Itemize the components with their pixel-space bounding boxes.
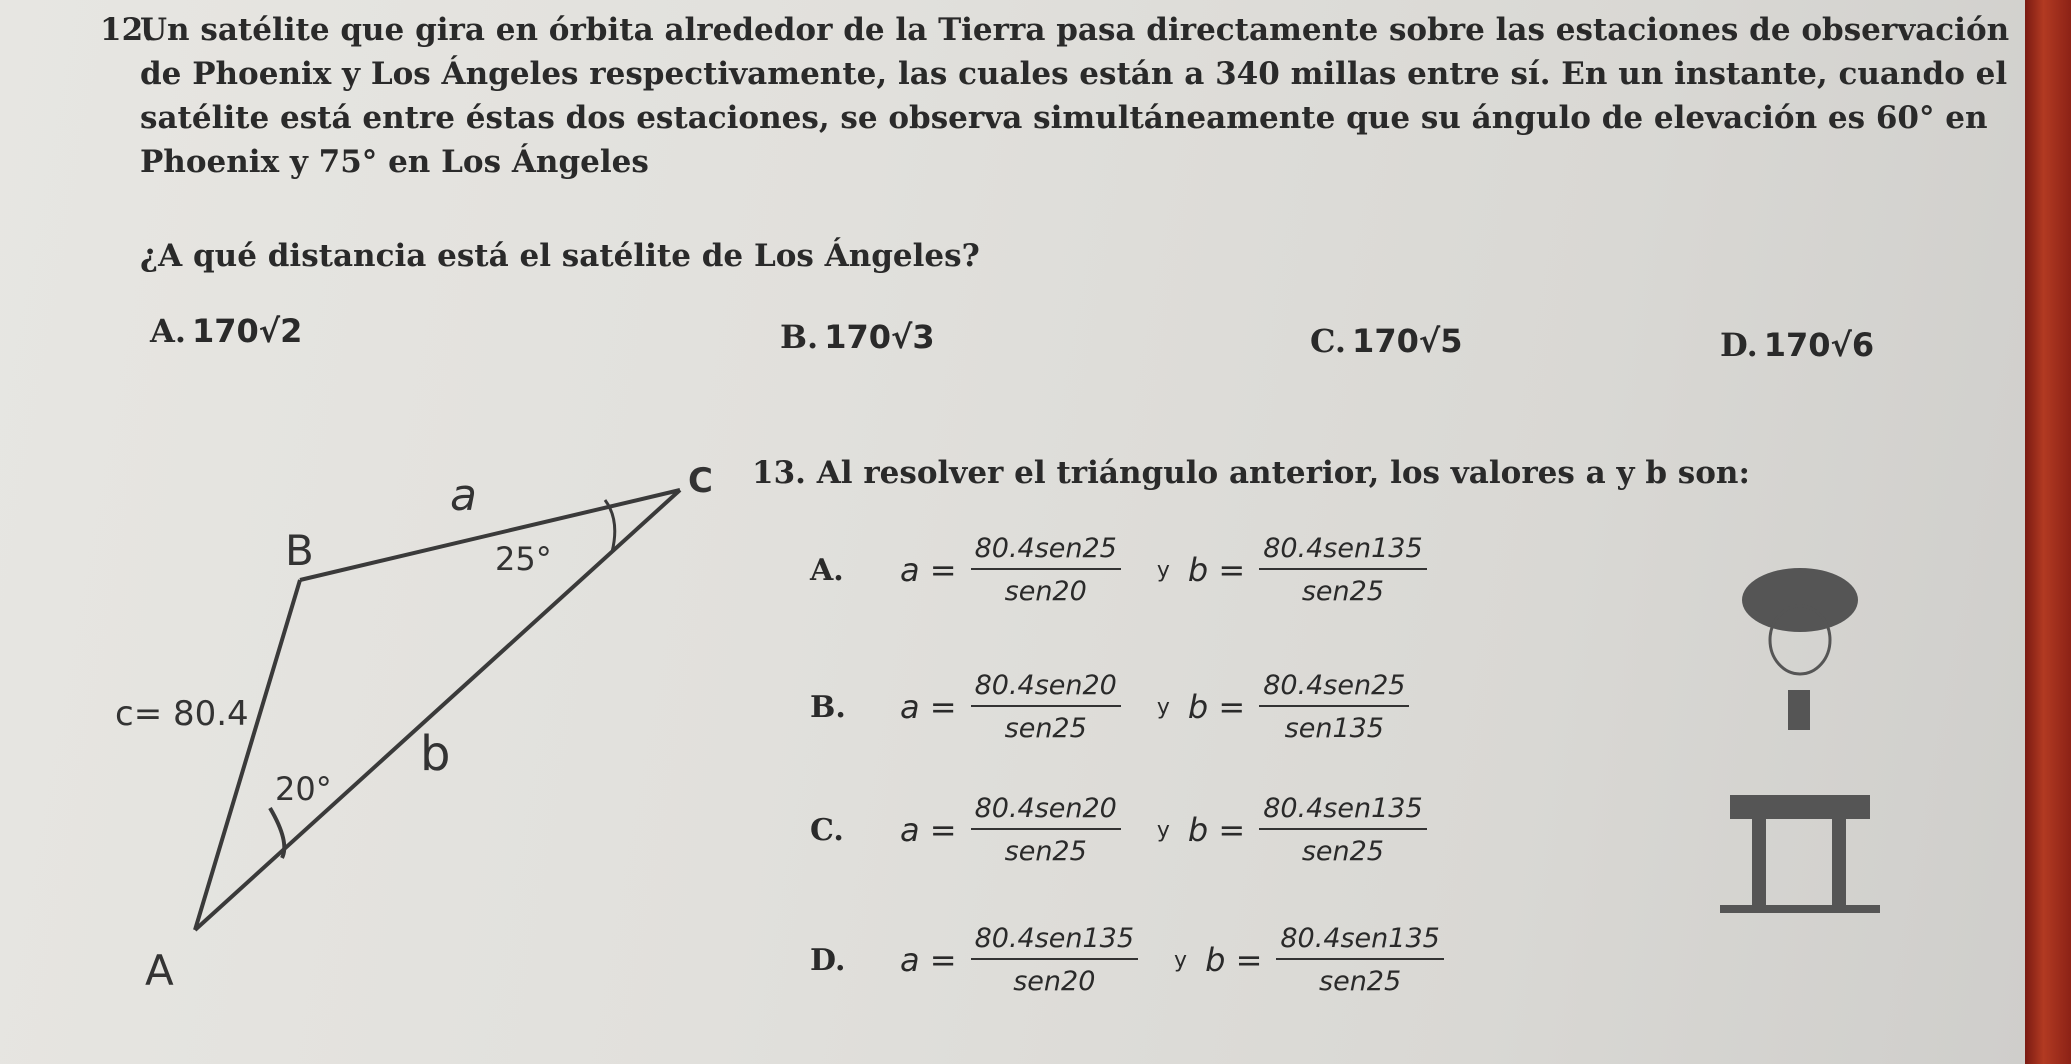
q13-option-a[interactable]: A. a = $\frac{\text{80.4sen25}}{\text{sen20}}$ y b = $\frac{\text{80.4sen135}}{\text{sen25}}$: [810, 515, 1437, 625]
q13-option-b[interactable]: B. a = $\frac{\text{80.4sen20}}{\text{sen25}}$ y b = $\frac{\text{80.4sen25}}{\text{sen135}}$: [810, 652, 1419, 762]
q12-option-d[interactable]: D. 170√6: [1720, 326, 1875, 364]
question-12: [100, 8, 2020, 184]
q13-option-a-expr: a = $\frac{\text{80.4sen25}}{\text{sen20}}$ y b = $\frac{\text{80.4sen135}}{\text{sen25}}$: [900, 533, 1437, 607]
q13-option-c-expr: a = $\frac{\text{80.4sen20}}{\text{sen25}}$ y b = $\frac{\text{80.4sen135}}{\text{sen25}}$: [900, 793, 1437, 867]
q13-option-d[interactable]: D. a = $\frac{\text{80.4sen135}}{\text{sen20}}$ y b = $\frac{\text{80.4sen135}}{\text{sen25}}$: [810, 905, 1454, 1015]
side-ac-line: [195, 490, 680, 930]
angle-c-label: 25°: [495, 540, 552, 578]
question-12-prompt: ¿A qué distancia está el satélite de Los Ángeles?: [140, 238, 980, 274]
vertex-c-label: C: [688, 461, 713, 501]
figure-right-leg: [1832, 818, 1846, 908]
triangle-diagram: [100, 430, 720, 990]
q13-option-d-expr: a = $\frac{\text{80.4sen135}}{\text{sen20}}$ y b = $\frac{\text{80.4sen135}}{\text{sen25}}$: [900, 923, 1454, 997]
vertex-b-label: B: [285, 526, 314, 575]
question-12-number: 12.: [100, 12, 154, 48]
angle-a-label: 20°: [275, 770, 332, 808]
side-a-label: a: [450, 470, 477, 521]
q12-option-a[interactable]: A. 170√2: [150, 312, 303, 350]
figure-tie: [1788, 690, 1810, 730]
question-12-text: Un satélite que gira en órbita alrededor de la Tierra pasa directamente sobre las estaciones de observación de Phoenix y Los Ángeles respectivamente, las cuales están a 340 millas entre sí. En un instante, cuando el satélite está entre éstas dos estaciones, se observa simultáneamente que su ángulo de elevación es 60° en Phoenix y 75° en Los Ángeles: [140, 12, 2010, 180]
figure-hair: [1742, 568, 1858, 632]
side-ab-line: [195, 580, 300, 930]
vertex-a-label: A: [145, 946, 174, 990]
q13-option-b-expr: a = $\frac{\text{80.4sen20}}{\text{sen25}}$ y b = $\frac{\text{80.4sen25}}{\text{sen135}}$: [900, 670, 1419, 744]
figure-body: [1730, 795, 1870, 819]
question-13-text: 13. Al resolver el triángulo anterior, los valores a y b son:: [752, 455, 1750, 491]
q13-option-c[interactable]: C. a = $\frac{\text{80.4sen20}}{\text{sen25}}$ y b = $\frac{\text{80.4sen135}}{\text{sen25}}$: [810, 775, 1437, 885]
side-c-label: c= 80.4: [115, 694, 249, 734]
side-bc-line: [300, 490, 680, 580]
side-b-label: b: [420, 726, 451, 782]
q12-option-c[interactable]: C. 170√5: [1310, 322, 1463, 360]
figure-ground: [1720, 905, 1880, 913]
cartoon-figure-drawing: [1700, 540, 1900, 940]
red-background-edge: [2025, 0, 2071, 1064]
angle-a-arc: [270, 808, 284, 858]
figure-left-leg: [1752, 818, 1766, 908]
q12-option-b[interactable]: B. 170√3: [780, 318, 935, 356]
